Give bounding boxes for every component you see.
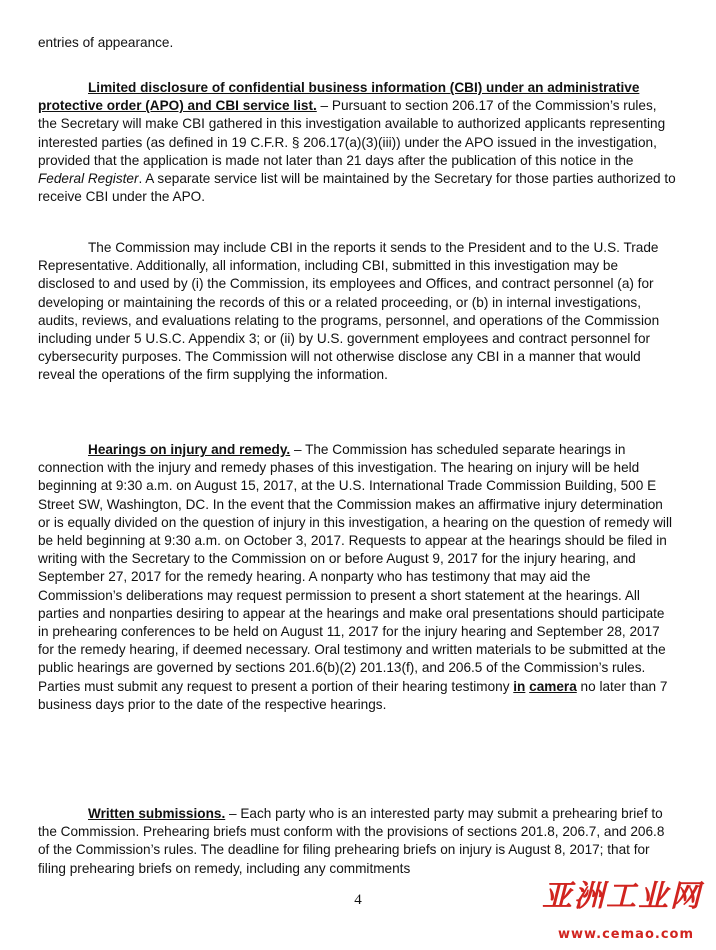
federal-register-italic: Federal Register [38, 171, 139, 187]
in-camera-in: in [513, 678, 526, 694]
apo-heading: Limited disclosure of confidential business information (CBI) under an administrative protective order (APO) and CBI service list. [38, 80, 640, 114]
cbi-use-paragraph: The Commission may include CBI in the reports it sends to the President and to the U.S. Trade Representative. Additionally, all information, including CBI, submitted in this investigation may be disclosed to and used by (i) the Commission, its employees and Offices, and contract personnel (a) for developing or maintaining the records of this or a related proceeding, or (b) in internal investigations, audits, reviews, and evaluations relating to the programs, personnel, and operations of the Commission including under 5 U.S.C. Appendix 3; or (ii) by U.S. government employees and contract personnel for cybersecurity purposes. The Commission will not otherwise disclose any CBI in a manner that would reveal the operations of the firm supplying the information. [38, 240, 660, 383]
hearings-heading: Hearings on injury and remedy. [88, 442, 291, 457]
hearings-section [38, 441, 678, 714]
cbi-use-section [38, 239, 678, 385]
apo-section [38, 79, 678, 206]
written-body: – Each party who is an interested party may submit a prehearing brief to the Commission. Prehearing briefs must conform with the provisions of sections 201.8, 206.7, and 206.8 of the Commission’s rules. The deadline for filing prehearing briefs on injury is August 8, 2017; that for filing prehearing briefs on remedy, including any commitments [38, 806, 665, 876]
written-heading: Written submissions. [88, 806, 226, 821]
in-camera-camera: camera [529, 678, 577, 694]
page-number: 4 [354, 892, 362, 908]
top-line-block [38, 34, 678, 52]
apo-body-2: . A separate service list will be maintained by the Secretary for those parties authorized to receive CBI under the APO. [38, 171, 676, 205]
hearings-body-2: no later than 7 business days prior to the date of the respective hearings. [38, 678, 668, 712]
watermark-brand: 亚洲工业网 [542, 879, 702, 914]
continued-text: entries of appearance. [38, 35, 174, 50]
apo-paragraph [38, 79, 678, 206]
written-paragraph [38, 805, 678, 878]
watermark-logo [518, 879, 708, 946]
hearings-body-1: – The Commission has scheduled separate hearings in connection with the injury and remedy phases of this investigation. The hearing on injury will be held beginning at 9:30 a.m. on August 15, 2017, at the U.S. International Trade Commission Building, 500 E Street SW, Washington, DC. In the event that the Commission makes an affirmative injury determination or is equally divided on the question of injury in this investigation, a hearing on the question of remedy will be held beginning at 9:30 a.m. on October 3, 2017. Requests to appear at the hearings should be filed in writing with the Secretary to the Commission on or before August 9, 2017 for the injury hearing, and September 27, 2017 for the remedy hearing. A nonparty who has testimony that may aid the Commission’s deliberations may request permission to present a short statement at the hearings. All parties and nonparties desiring to appear at the hearings and make oral presentations should participate in prehearing conferences to be held on August 11, 2017 for the injury hearing and September 28, 2017 for the remedy hearing, if deemed necessary. Oral testimony and written materials to be submitted at the public hearings are governed by sections 201.6(b)(2) 201.13(f), and 206.5 of the Commission’s rules. Parties must submit any request to present a portion of their hearing testimony [38, 442, 672, 694]
written-section [38, 805, 678, 878]
watermark-url: www.cemao.com [557, 927, 694, 942]
hearings-paragraph [38, 441, 678, 714]
apo-body-1: – Pursuant to section 206.17 of the Commission’s rules, the Secretary will make CBI gathered in this investigation available to authorized applicants representing interested parties (as defined in 19 C.F.R. § 206.17(a)(3)(iii)) under the APO issued in the investigation, provided that the application is made not later than 21 days after the publication of this notice in the [38, 98, 666, 168]
